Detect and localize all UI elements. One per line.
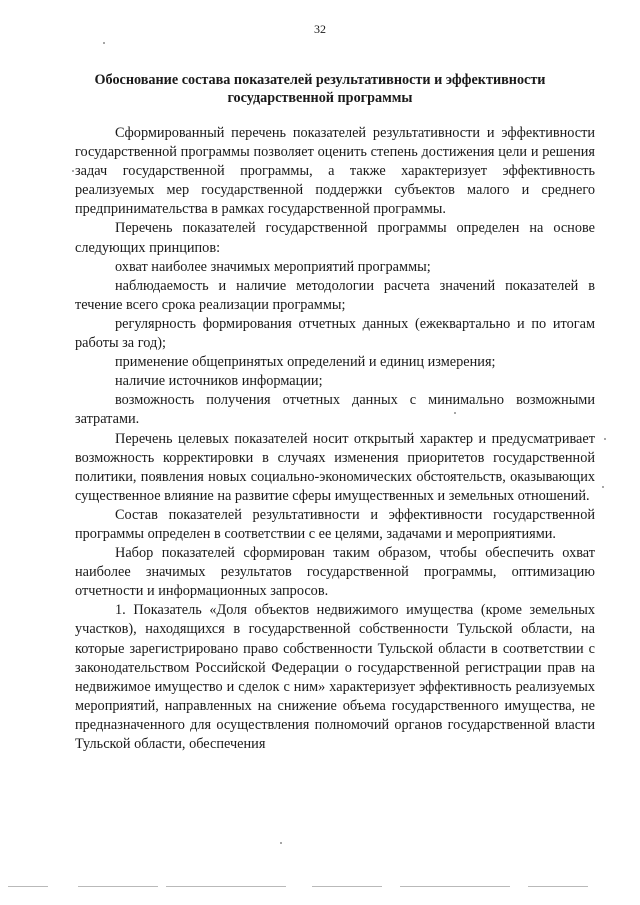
- paragraph: Сформированный перечень показателей результативности и эффективности государственной программы позволяет оценить степень достижения цели и решения задач государственной программы, а также характеризует эффективность реализуемых мер государственной поддержки субъектов малого и среднего предпринимательства в рамках государственной программы.: [75, 125, 595, 218]
- section-title: Обоснование состава показателей результативности и эффективности государственной программы: [94, 72, 546, 106]
- paragraph: 1. Показатель «Доля объектов недвижимого имущества (кроме земельных участков), находящихся в государственной собственности Тульской области, на которые зарегистрировано право собственности Тульской области в соответствии с законодательством Российской Федерации о государственной регистрации прав на недвижимое имущество и сделок с ним» характеризует эффективность реализуемых мероприятий, направленных на снижение объема государственного имущества, не предназначенного для осуществления полномочий органов государственной власти Тульской области, обеспечения: [75, 602, 595, 752]
- scan-edge-line: [78, 886, 158, 887]
- scan-speck: [602, 486, 604, 488]
- paragraph: Перечень целевых показателей носит открытый характер и предусматривает возможность корректировки в случаях изменения приоритетов государственной политики, появления новых социально-экономических обстоятельств, оказывающих существенное влияние на развитие сферы имущественных и земельных отношений.: [75, 430, 595, 504]
- list-item: возможность получения отчетных данных с минимально возможными затратами.: [75, 392, 595, 428]
- paragraph: Набор показателей сформирован таким образом, чтобы обеспечить охват наиболее значимых результатов государственной программы, оптимизацию отчетности и информационных запросов.: [75, 545, 595, 600]
- list-item: наблюдаемость и наличие методологии расчета значений показателей в течение всего срока реализации программы;: [75, 277, 595, 313]
- list-item: применение общепринятых определений и единиц измерения;: [115, 354, 496, 371]
- scan-speck: [280, 842, 282, 844]
- scan-edge-line: [400, 886, 510, 887]
- scan-edge-line: [312, 886, 382, 887]
- scan-speck: [103, 42, 105, 44]
- paragraph: Перечень показателей государственной программы определен на основе следующих принципов:: [75, 220, 595, 256]
- scan-edge-line: [8, 886, 48, 887]
- list-item: охват наиболее значимых мероприятий программы;: [115, 258, 431, 275]
- page-number: 32: [314, 22, 326, 36]
- document-body: [75, 124, 595, 754]
- scan-speck: [604, 438, 606, 440]
- list-item: регулярность формирования отчетных данных (ежеквартально и по итогам работы за год);: [75, 315, 595, 352]
- scan-speck: [454, 412, 456, 414]
- list-item: наличие источников информации;: [115, 373, 323, 390]
- paragraph: Состав показателей результативности и эффективности государственной программы определен в соответствии с ее целями, задачами и мероприятиями.: [75, 506, 595, 542]
- scan-edge-line: [528, 886, 588, 887]
- scan-speck: [72, 170, 74, 172]
- scan-edge-line: [166, 886, 286, 887]
